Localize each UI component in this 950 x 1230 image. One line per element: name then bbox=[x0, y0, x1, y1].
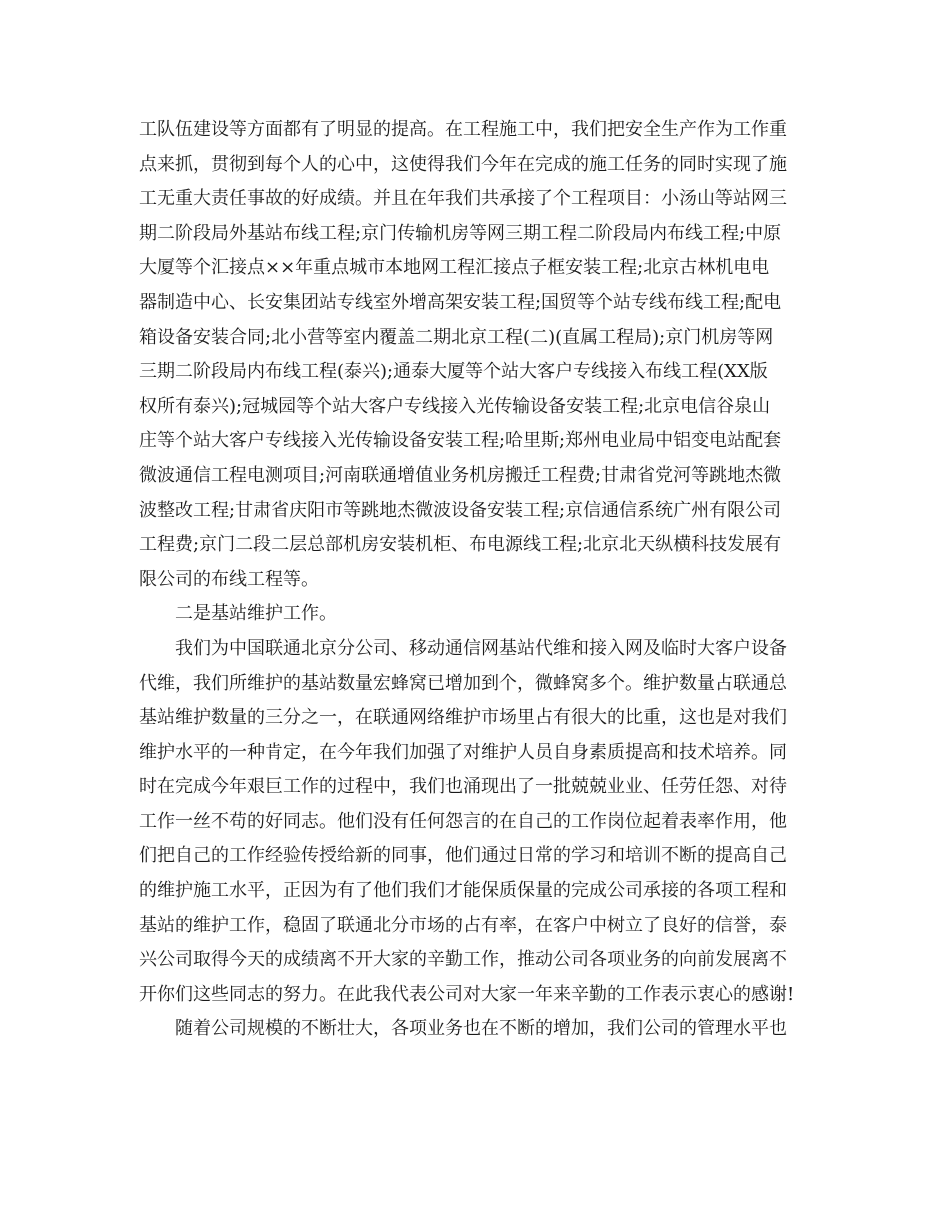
text-line: 点来抓，贯彻到每个人的心中，这使得我们今年在完成的施工任务的同时实现了施 bbox=[139, 153, 787, 175]
text-line: 代维，我们所维护的基站数量宏蜂窝已增加到个，微蜂窝多个。维护数量占联通总 bbox=[139, 672, 787, 694]
paragraph-first-line: 随着公司规模的不断壮大，各项业务也在不断的增加，我们公司的管理水平也 bbox=[175, 1018, 787, 1040]
text-line: 工作一丝不苟的好同志。他们没有任何怨言的在自己的工作岗位起着表率作用，他 bbox=[139, 810, 787, 832]
text-line: 工程费;京门二段二层总部机房安装机柜、布电源线工程;北京北天纵横科技发展有 bbox=[139, 534, 782, 556]
text-line: 的维护施工水平，正因为有了他们我们才能保质保量的完成公司承接的各项工程和 bbox=[139, 880, 787, 902]
text-line: 波整改工程;甘肃省庆阳市等跳地杰微波设备安装工程;京信通信系统广州有限公司 bbox=[139, 499, 782, 521]
paragraph-first-line: 我们为中国联通北京分公司、移动通信网基站代维和接入网及临时大客户设备 bbox=[175, 637, 787, 659]
text-line: 工无重大责任事故的好成绩。并且在年我们共承接了个工程项目：小汤山等站网三 bbox=[139, 188, 787, 210]
paragraph-first-line: 二是基站维护工作。 bbox=[175, 603, 337, 625]
text-line: 箱设备安装合同;北小营等室内覆盖二期北京工程(二)(直属工程局);京门机房等网 bbox=[139, 326, 774, 348]
text-line: 权所有泰兴);冠城园等个站大客户专线接入光传输设备安装工程;北京电信谷泉山 bbox=[139, 395, 771, 417]
text-line: 三期二阶段局内布线工程(泰兴);通泰大厦等个站大客户专线接入布线工程(XX版 bbox=[139, 361, 768, 383]
text-line: 庄等个站大客户专线接入光传输设备安装工程;哈里斯;郑州电业局中铝变电站配套 bbox=[139, 430, 782, 452]
text-line: 开你们这些同志的努力。在此我代表公司对大家一年来辛勤的工作表示衷心的感谢! bbox=[139, 983, 795, 1005]
document-body-text bbox=[139, 113, 819, 1047]
text-line: 时在完成今年艰巨工作的过程中，我们也涌现出了一批兢兢业业、任劳任怨、对待 bbox=[139, 776, 787, 798]
text-line: 兴公司取得今天的成绩离不开大家的辛勤工作，推动公司各项业务的向前发展离不 bbox=[139, 949, 787, 971]
text-line: 器制造中心、长安集团站专线室外增高架安装工程;国贸等个站专线布线工程;配电 bbox=[139, 291, 782, 313]
text-line: 维护水平的一种肯定，在今年我们加强了对维护人员自身素质提高和技术培养。同 bbox=[139, 741, 787, 763]
text-line: 限公司的布线工程等。 bbox=[139, 568, 319, 590]
text-line: 基站的维护工作，稳固了联通北分市场的占有率，在客户中树立了良好的信誉，泰 bbox=[139, 914, 787, 936]
text-line: 们把自己的工作经验传授给新的同事，他们通过日常的学习和培训不断的提高自己 bbox=[139, 845, 787, 867]
text-line: 微波通信工程电测项目;河南联通增值业务机房搬迁工程费;甘肃省党河等跳地杰微 bbox=[139, 464, 782, 486]
text-line: 工队伍建设等方面都有了明显的提高。在工程施工中，我们把安全生产作为工作重 bbox=[139, 119, 787, 140]
text-line: 期二阶段局外基站布线工程;京门传输机房等网三期工程二阶段局内布线工程;中原 bbox=[139, 222, 782, 244]
text-line: 大厦等个汇接点××年重点城市本地网工程汇接点子框安装工程;北京古林机电电 bbox=[139, 257, 770, 279]
text-line: 基站维护数量的三分之一，在联通网络维护市场里占有很大的比重，这也是对我们 bbox=[139, 707, 787, 729]
